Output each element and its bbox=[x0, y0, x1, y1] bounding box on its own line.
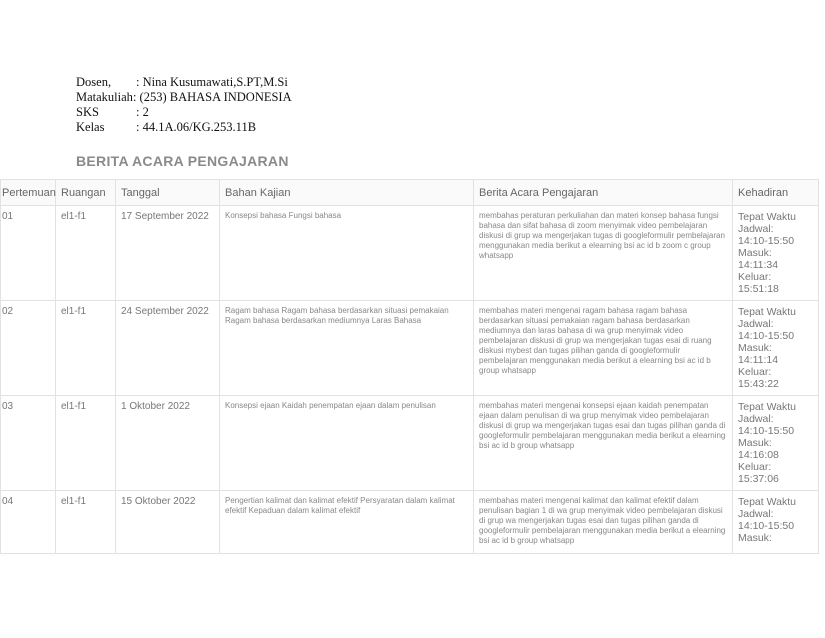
cell-tanggal: 15 Oktober 2022 bbox=[116, 491, 220, 554]
kehadiran-jadwal-value: 14:10-15:50 bbox=[738, 235, 795, 247]
kehadiran-jadwal-value: 14:10-15:50 bbox=[738, 520, 795, 532]
info-sks-value: : 2 bbox=[136, 105, 149, 119]
cell-bahan-kajian: Ragam bahasa Ragam bahasa berdasarkan situasi pemakaian Ragam bahasa berdasarkan mediumnya Laras Bahasa bbox=[220, 301, 474, 396]
info-sks-label: SKS bbox=[76, 105, 99, 119]
kehadiran-masuk-value: 14:11:34 bbox=[738, 259, 779, 271]
cell-pertemuan: 02 bbox=[1, 301, 56, 396]
info-kelas bbox=[76, 120, 292, 135]
cell-berita-acara: membahas materi mengenai ragam bahasa ragam bahasa berdasarkan situasi pemakaian ragam bahasa berdasarkan mediumnya dan laras bahasa di wa grup menyimak video pembelajaran diskusi di grup wa mengerjakan tugas esai di ruang diskusi mybest dan tugas pilihan ganda di googleformulir pembelajaran menggunakan media berikut a elearning bsi ac id b group whatsapp bbox=[474, 301, 733, 396]
table-header-row bbox=[1, 180, 819, 206]
teaching-record-table bbox=[0, 179, 819, 554]
kehadiran-jadwal-label: Jadwal: bbox=[738, 508, 774, 520]
cell-berita-acara: membahas peraturan perkuliahan dan materi konsep bahasa fungsi bahasa dan sifat bahasa di zoom menyimak video pembelajaran diskusi di grup wa mengerjakan tugas di googleformulir pembelajaran menggunakan media berikut a elearning bsi ac id b zoom c group whatsapp bbox=[474, 206, 733, 301]
cell-tanggal: 24 September 2022 bbox=[116, 301, 220, 396]
info-kelas-label: Kelas bbox=[76, 120, 105, 134]
info-dosen-value: : Nina Kusumawati,S.PT,M.Si bbox=[136, 75, 288, 89]
cell-kehadiran bbox=[733, 206, 819, 301]
cell-kehadiran bbox=[733, 491, 819, 554]
cell-pertemuan: 03 bbox=[1, 396, 56, 491]
cell-ruangan: el1-f1 bbox=[56, 491, 116, 554]
cell-tanggal: 1 Oktober 2022 bbox=[116, 396, 220, 491]
kehadiran-keluar-label: Keluar: bbox=[738, 271, 772, 283]
col-header-ruangan: Ruangan bbox=[56, 180, 116, 206]
kehadiran-jadwal-label: Jadwal: bbox=[738, 318, 774, 330]
info-matakuliah-value: : (253) BAHASA INDONESIA bbox=[132, 90, 292, 104]
kehadiran-masuk-label: Masuk: bbox=[738, 532, 772, 544]
kehadiran-status: Tepat Waktu bbox=[738, 211, 796, 223]
kehadiran-jadwal-value: 14:10-15:50 bbox=[738, 425, 795, 437]
kehadiran-keluar-value: 15:51:18 bbox=[738, 283, 779, 295]
info-matakuliah-label: Matakuliah bbox=[76, 90, 133, 104]
info-dosen bbox=[76, 75, 292, 90]
page-title: BERITA ACARA PENGAJARAN bbox=[76, 153, 289, 169]
course-info bbox=[76, 75, 292, 135]
kehadiran-jadwal-value: 14:10-15:50 bbox=[738, 330, 795, 342]
cell-bahan-kajian: Konsepsi bahasa Fungsi bahasa bbox=[220, 206, 474, 301]
table-row bbox=[1, 396, 819, 491]
col-header-berita-acara: Berita Acara Pengajaran bbox=[474, 180, 733, 206]
kehadiran-keluar-label: Keluar: bbox=[738, 366, 772, 378]
kehadiran-jadwal-label: Jadwal: bbox=[738, 223, 774, 235]
col-header-tanggal: Tanggal bbox=[116, 180, 220, 206]
kehadiran-keluar-label: Keluar: bbox=[738, 461, 772, 473]
kehadiran-masuk-label: Masuk: bbox=[738, 247, 772, 259]
col-header-bahan-kajian: Bahan Kajian bbox=[220, 180, 474, 206]
cell-tanggal: 17 September 2022 bbox=[116, 206, 220, 301]
kehadiran-masuk-label: Masuk: bbox=[738, 342, 772, 354]
kehadiran-keluar-value: 15:37:06 bbox=[738, 473, 779, 485]
cell-kehadiran bbox=[733, 396, 819, 491]
kehadiran-status: Tepat Waktu bbox=[738, 401, 796, 413]
col-header-pertemuan: Pertemuan bbox=[1, 180, 56, 206]
cell-kehadiran bbox=[733, 301, 819, 396]
kehadiran-status: Tepat Waktu bbox=[738, 306, 796, 318]
cell-ruangan: el1-f1 bbox=[56, 206, 116, 301]
kehadiran-masuk-value: 14:11:14 bbox=[738, 354, 779, 366]
info-matakuliah bbox=[76, 90, 292, 105]
cell-pertemuan: 04 bbox=[1, 491, 56, 554]
cell-bahan-kajian: Pengertian kalimat dan kalimat efektif Persyaratan dalam kalimat efektif Kepaduan dalam kalimat efektif bbox=[220, 491, 474, 554]
table-row bbox=[1, 301, 819, 396]
cell-berita-acara: membahas materi mengenai kalimat dan kalimat efektif dalam penulisan bagian 1 di wa grup menyimak video pembelajaran diskusi di grup wa mengerjakan tugas esai dan tugas pilihan ganda di googleformulir pembelajaran menggunakan media berikut a elearning bsi ac id b group whatsapp bbox=[474, 491, 733, 554]
col-header-kehadiran: Kehadiran bbox=[733, 180, 819, 206]
cell-pertemuan: 01 bbox=[1, 206, 56, 301]
kehadiran-masuk-label: Masuk: bbox=[738, 437, 772, 449]
kehadiran-status: Tepat Waktu bbox=[738, 496, 796, 508]
info-kelas-value: : 44.1A.06/KG.253.11B bbox=[136, 120, 257, 134]
info-sks bbox=[76, 105, 292, 120]
table-row bbox=[1, 491, 819, 554]
cell-bahan-kajian: Konsepsi ejaan Kaidah penempatan ejaan dalam penulisan bbox=[220, 396, 474, 491]
cell-berita-acara: membahas materi mengenai konsepsi ejaan kaidah penempatan ejaan dalam penulisan di wa grup menyimak video pembelajaran diskusi di grup wa mengerjakan tugas esai dan tugas pilihan ganda di googleformulir pembelajaran menggunakan media berikut a elearning bsi ac id b group whatsapp bbox=[474, 396, 733, 491]
cell-ruangan: el1-f1 bbox=[56, 301, 116, 396]
kehadiran-jadwal-label: Jadwal: bbox=[738, 413, 774, 425]
kehadiran-keluar-value: 15:43:22 bbox=[738, 378, 779, 390]
cell-ruangan: el1-f1 bbox=[56, 396, 116, 491]
info-dosen-label: Dosen, bbox=[76, 75, 112, 89]
kehadiran-masuk-value: 14:16:08 bbox=[738, 449, 779, 461]
table-row bbox=[1, 206, 819, 301]
